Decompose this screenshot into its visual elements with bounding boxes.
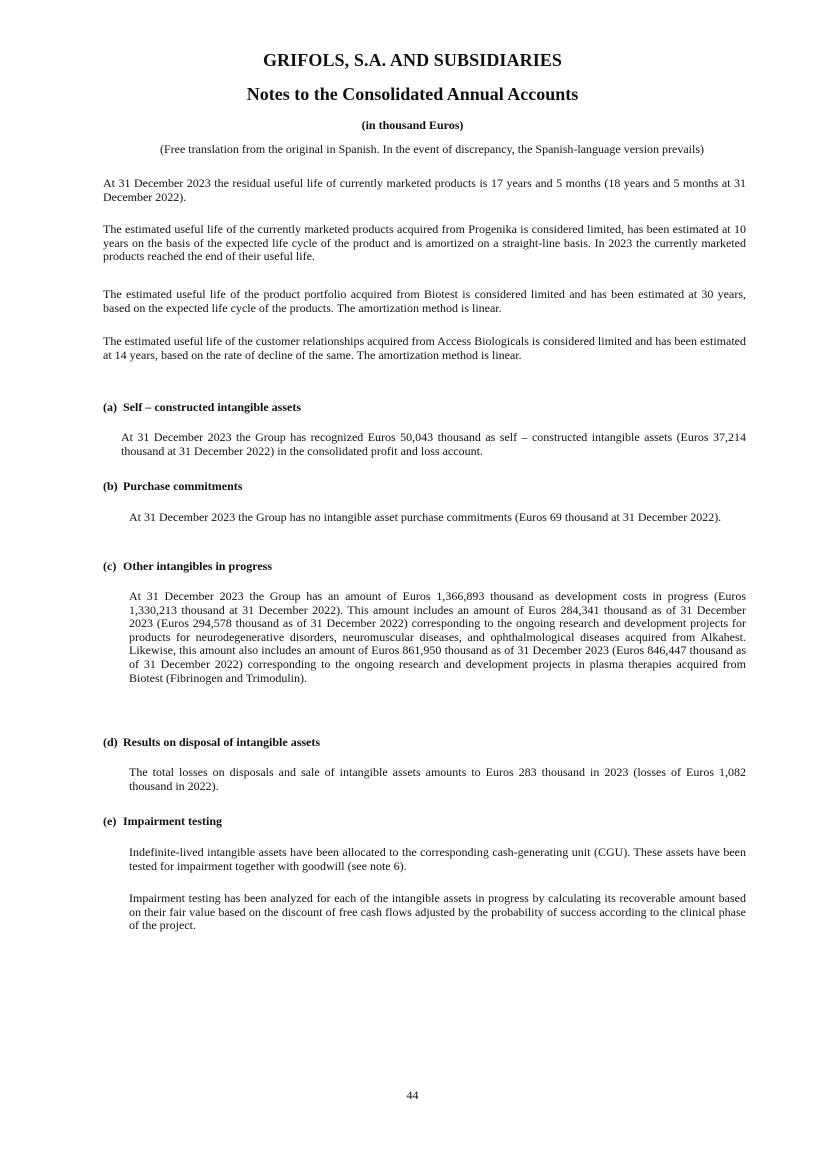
section-paragraph: At 31 December 2023 the Group has no intangible asset purchase commitments (Euros 69 thousand at 31 December 2022).: [129, 510, 722, 524]
section-paragraph: At 31 December 2023 the Group has recognized Euros 50,043 thousand as self – constructed intangible assets (Euros 37,214 thousand at 31 December 2022) in the consolidated profit and loss account.: [121, 430, 746, 458]
section-title: Impairment testing: [123, 814, 222, 828]
intro-paragraph: The estimated useful life of the customer relationships acquired from Access Biologicals is considered limited and has been estimated at 14 years, based on the rate of decline of the same. The amortization method is linear.: [103, 334, 746, 362]
section-paragraph: The total losses on disposals and sale of intangible assets amounts to Euros 283 thousand in 2023 (losses of Euros 1,082 thousand in 2022).: [129, 765, 746, 793]
section-title: Results on disposal of intangible assets: [123, 735, 321, 749]
section-letter: (e): [103, 814, 117, 828]
section-letter: (a): [103, 400, 117, 414]
section-letter: (c): [103, 559, 117, 573]
company-name: GRIFOLS, S.A. AND SUBSIDIARIES: [262, 50, 563, 70]
intro-paragraph: At 31 December 2023 the residual useful life of currently marketed products is 17 years and 5 months (18 years and 5 months at 31 December 2022).: [103, 176, 746, 204]
section-heading-e: [103, 814, 222, 829]
section-title: Other intangibles in progress: [123, 559, 273, 573]
section-paragraph: At 31 December 2023 the Group has an amount of Euros 1,366,893 thousand as development costs in progress (Euros 1,330,213 thousand at 31 December 2022). This amount includes an amount of Euros 284,341 thousand as of 31 December 2023 (Euros 294,578 thousand as of 31 December 2022) corresponding to the ongoing research and development projects for products for neurodegenerative disorders, neuromuscular diseases, and ophthalmological diseases acquired from Alkahest. Likewise, this amount also includes an amount of Euros 861,950 thousand as of 31 December 2023 (Euros 846,447 thousand as of 31 December 2022) corresponding to the ongoing research and development projects in plasma therapies acquired from Biotest (Fibrinogen and Trimodulin).: [129, 589, 746, 685]
section-title: Purchase commitments: [123, 479, 243, 493]
translation-disclaimer: (Free translation from the original in Spanish. In the event of discrepancy, the Spanish-language version prevails): [159, 142, 705, 156]
intro-paragraph: The estimated useful life of the currently marketed products acquired from Progenika is considered limited, has been estimated at 10 years on the basis of the expected life cycle of the product and is amortized on a straight-line basis. In 2023 the currently marketed products reached the end of their useful life.: [103, 222, 746, 264]
section-heading-d: [103, 735, 320, 750]
section-paragraph: Impairment testing has been analyzed for each of the intangible assets in progress by calculating its recoverable amount based on their fair value based on the discount of free cash flows adjusted by the probability of success according to the clinical phase of the project.: [129, 891, 746, 933]
section-heading-b: [103, 479, 242, 494]
section-paragraph: Indefinite-lived intangible assets have been allocated to the corresponding cash-generating unit (CGU). These assets have been tested for impairment together with goodwill (see note 6).: [129, 845, 746, 873]
section-heading-c: [103, 559, 272, 574]
page-number: 44: [406, 1088, 419, 1102]
page-title: Notes to the Consolidated Annual Accounts: [246, 84, 579, 104]
section-heading-a: [103, 400, 301, 415]
section-letter: (b): [103, 479, 118, 493]
section-title: Self – constructed intangible assets: [123, 400, 301, 414]
section-letter: (d): [103, 735, 118, 749]
units-note: (in thousand Euros): [361, 118, 464, 132]
intro-paragraph: The estimated useful life of the product portfolio acquired from Biotest is considered limited and has been estimated at 30 years, based on the expected life cycle of the products. The amortization method is linear.: [103, 287, 746, 315]
